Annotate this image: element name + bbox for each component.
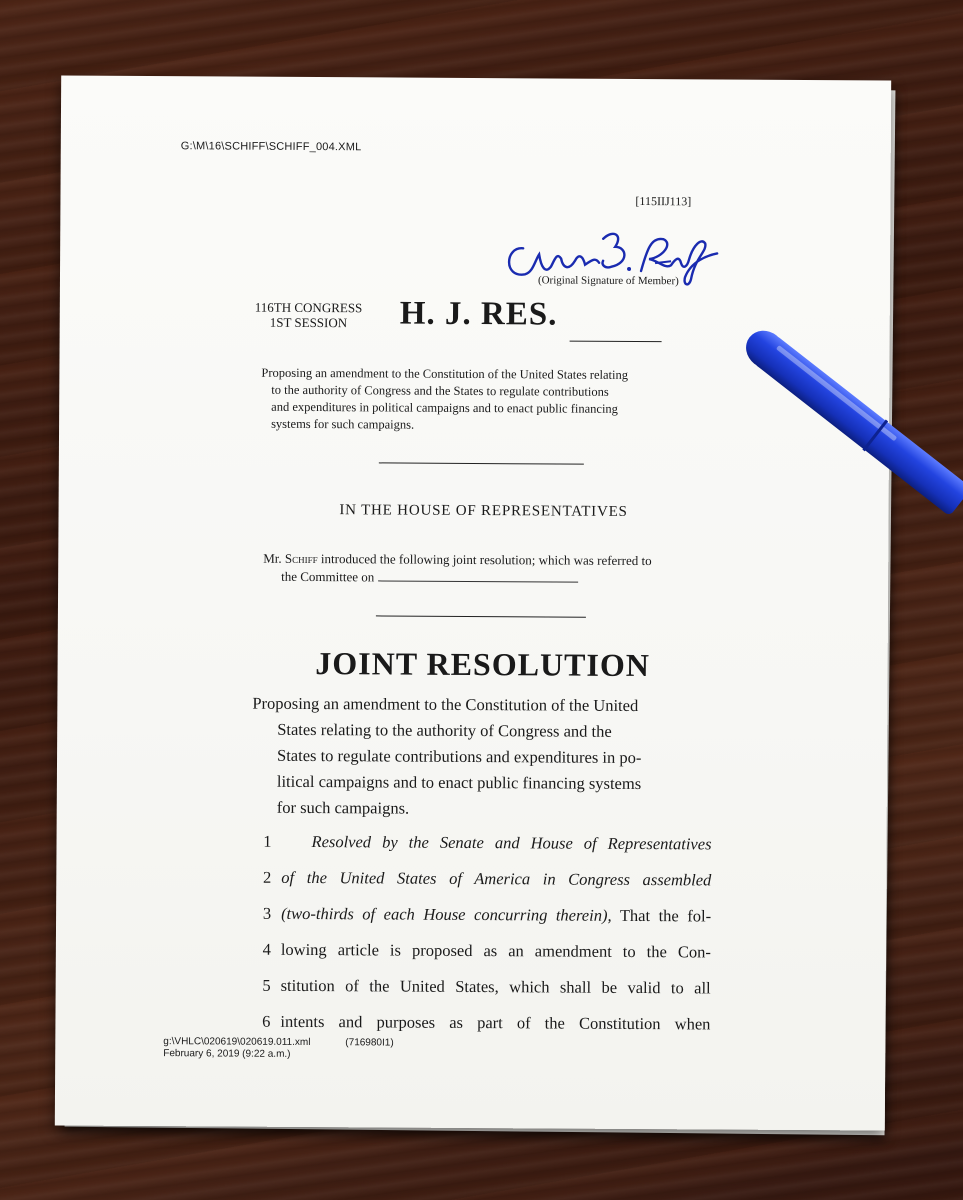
line-text: Resolved by the Senate and House of Representatives bbox=[311, 832, 712, 854]
line-number: 3 bbox=[262, 903, 272, 923]
numbered-line bbox=[251, 868, 711, 907]
purpose-line: States relating to the authority of Congress and the bbox=[277, 719, 612, 741]
committee-label: the Committee on bbox=[281, 568, 375, 585]
line-number: 5 bbox=[262, 975, 271, 995]
numbered-lines bbox=[252, 831, 712, 1034]
line-number: 4 bbox=[262, 939, 271, 959]
summary-line: Proposing an amendment to the Constitution of the United States relating bbox=[261, 365, 629, 382]
purpose-line: litical campaigns and to enact public financing systems bbox=[276, 771, 642, 794]
line-text: intents and purposes as part of the Constitution when bbox=[280, 1011, 711, 1034]
introduction-text bbox=[263, 550, 703, 589]
resolution-title: JOINT RESOLUTION bbox=[315, 645, 651, 684]
chamber-heading: IN THE HOUSE OF REPRESENTATIVES bbox=[339, 502, 628, 520]
bill-number-blank bbox=[570, 341, 662, 343]
line-number: 2 bbox=[263, 867, 272, 887]
numbered-line bbox=[250, 976, 710, 1015]
numbered-line bbox=[250, 1012, 710, 1051]
intro-prefix: Mr. bbox=[263, 550, 282, 566]
sponsor-name: Schiff bbox=[284, 550, 318, 567]
intro-rest: introduced the following joint resolution; which was referred to bbox=[320, 551, 652, 569]
line-text-italic: (two-thirds of each House concurring therein), bbox=[281, 903, 612, 925]
purpose-line: Proposing an amendment to the Constitution of the United bbox=[252, 693, 639, 716]
numbered-line bbox=[251, 832, 711, 871]
purpose-line: for such campaigns. bbox=[276, 797, 410, 818]
committee-blank bbox=[378, 568, 578, 582]
congress-number: 116TH CONGRESS bbox=[254, 299, 363, 316]
line-text: of the United States of America in Congress assembled bbox=[281, 867, 712, 890]
document-page bbox=[55, 75, 891, 1130]
summary-line: systems for such campaigns. bbox=[271, 416, 415, 432]
line-text: lowing article is proposed as an amendment to the Con- bbox=[280, 939, 711, 962]
bill-designation: H. J. RES. bbox=[399, 295, 558, 333]
line-text-wrap bbox=[281, 904, 711, 927]
footer-code: (716980I1) bbox=[345, 1037, 394, 1049]
line-number: 6 bbox=[262, 1011, 271, 1031]
footer-file-info bbox=[163, 1036, 310, 1061]
purpose-line: States to regulate contributions and expenditures in po- bbox=[277, 745, 642, 768]
footer-date: February 6, 2019 (9:22 a.m.) bbox=[163, 1048, 291, 1060]
congress-session bbox=[255, 300, 363, 331]
bill-summary bbox=[261, 365, 711, 436]
numbered-line bbox=[251, 904, 711, 943]
line-text: That the fol- bbox=[619, 905, 712, 926]
document-code: [115IIJ113] bbox=[635, 193, 692, 209]
line-number: 1 bbox=[263, 831, 272, 851]
resolution-purpose bbox=[252, 691, 708, 824]
line-text: stitution of the United States, which shall be valid to all bbox=[280, 975, 711, 998]
signature-caption: (Original Signature of Member) bbox=[537, 274, 679, 288]
divider-rule bbox=[376, 615, 586, 617]
footer-path: g:\VHLC\020619\020619.011.xml bbox=[163, 1036, 311, 1049]
summary-line: and expenditures in political campaigns and to enact public financing bbox=[271, 399, 618, 416]
summary-line: to the authority of Congress and the States to regulate contributions bbox=[271, 382, 609, 399]
divider-rule bbox=[379, 462, 584, 464]
file-path: G:\M\16\SCHIFF\SCHIFF_004.XML bbox=[180, 140, 362, 154]
numbered-line bbox=[251, 940, 711, 979]
session-number: 1ST SESSION bbox=[269, 314, 348, 331]
